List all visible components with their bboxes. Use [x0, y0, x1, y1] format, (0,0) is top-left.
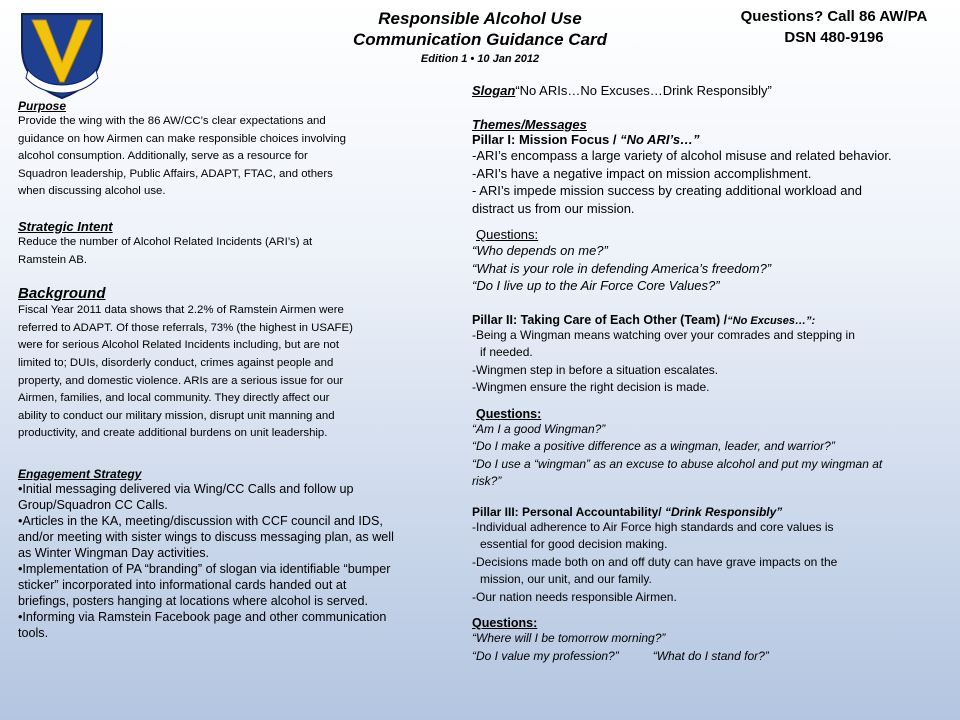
engagement-line: •Informing via Ramstein Facebook page and other communication [18, 609, 387, 624]
pillar-3-heading [472, 505, 954, 519]
pillar-1-question: “What is your role in defending America’s freedom?” [472, 260, 772, 276]
pillar-3-question: “Where will I be tomorrow morning?” [472, 631, 666, 645]
background-line: ability to conduct our military mission, disrupt unit manning and [18, 409, 335, 422]
engagement-line: as Winter Wingman Day activities. [18, 545, 210, 560]
pillar-2 [472, 313, 954, 491]
left-column [18, 99, 428, 641]
title-line-2: Communication Guidance Card [352, 30, 608, 49]
pillar-3-question: “What do I stand for?” [652, 648, 769, 663]
engagement-line: and/or meeting with sister wings to discuss messaging plan, as well [18, 529, 394, 544]
contact-block [716, 6, 952, 48]
title-line-1: Responsible Alcohol Use [378, 9, 582, 28]
engagement-line: Group/Squadron CC Calls. [18, 497, 168, 512]
contact-line-1: Questions? Call 86 AW/PA [740, 8, 928, 25]
engagement-line: sticker” incorporated into informational cards handed out at [18, 577, 347, 592]
slogan-line [472, 83, 954, 99]
pillar-3-question: “Do I value my profession?” [472, 648, 619, 663]
pillar-2-line: -Being a Wingman means watching over your comrades and stepping in [472, 327, 855, 342]
background-body [18, 302, 428, 443]
slogan-text: “No ARIs…No Excuses…Drink Responsibly” [515, 83, 772, 98]
pillar-1-line: -ARI’s have a negative impact on mission accomplishment. [472, 165, 812, 181]
pillar-3-body [472, 519, 954, 607]
pillar-1-heading [472, 132, 954, 147]
slogan-label: Slogan [472, 83, 516, 98]
pillar-1 [472, 132, 954, 295]
engagement-body [18, 481, 428, 641]
card-title-block [300, 8, 660, 65]
pillar-3-line: mission, our unit, and our family. [480, 572, 652, 586]
purpose-section [18, 99, 428, 201]
purpose-heading: Purpose [18, 99, 67, 113]
engagement-heading: Engagement Strategy [18, 466, 142, 481]
edition-date: Edition 1 • 10 Jan 2012 [420, 53, 540, 65]
pillar-2-line: if needed. [480, 345, 533, 359]
background-line: limited to; DUIs, disorderly conduct, crimes against people and [18, 356, 334, 369]
themes-section [472, 117, 954, 665]
pillar-1-questions-heading: Questions: [476, 227, 539, 242]
pillar-1-questions [472, 227, 954, 295]
pillar-2-question: risk?” [472, 474, 502, 488]
purpose-line: guidance on how Airmen can make responsible choices involving [18, 132, 346, 145]
background-heading: Background [18, 285, 106, 303]
pillar-1-question: “Do I live up to the Air Force Core Values?” [472, 278, 720, 293]
themes-heading: Themes/Messages [472, 117, 587, 132]
engagement-line: briefings, posters hanging at locations where alcohol is served. [18, 593, 369, 608]
pillar-2-line: -Wingmen step in before a situation escalates. [472, 362, 719, 377]
pillar-1-line: distract us from our mission. [472, 200, 635, 216]
pillar-2-question: “Do I make a positive difference as a wingman, leader, and warrior?” [472, 439, 835, 453]
pillar-2-body [472, 327, 954, 397]
purpose-line: alcohol consumption. Additionally, serve as a resource for [18, 150, 308, 163]
pillar-1-question: “Who depends on me?” [472, 243, 608, 258]
background-line: productivity, and create additional burdens on unit leadership. [18, 427, 328, 440]
pillar-1-title: Pillar I: Mission Focus / [472, 132, 621, 147]
right-column [472, 83, 954, 665]
pillar-2-question: “Am I a good Wingman?” [472, 421, 606, 436]
strategic-intent-heading: Strategic Intent [18, 218, 113, 234]
background-line: Fiscal Year 2011 data shows that 2.2% of Ramstein Airmen were [18, 304, 344, 317]
pillar-1-line: - ARI’s impede mission success by creating additional workload and [472, 183, 862, 198]
pillar-3 [472, 505, 954, 666]
pillar-2-title: Pillar II: Taking Care of Each Other (Team) / [472, 312, 728, 327]
pillar-2-questions [472, 407, 954, 491]
pillar-3-quote: “Drink Responsibly” [664, 504, 783, 519]
pillar-1-quote: “No ARI’s…” [620, 132, 700, 147]
engagement-section [18, 467, 428, 641]
background-line: were for serious Alcohol Related Incidents including, but are not [18, 339, 340, 352]
engagement-line: tools. [18, 625, 49, 640]
pillar-2-questions-heading: Questions: [476, 406, 542, 421]
contact-line-2: DSN 480-9196 [784, 29, 884, 46]
pillar-3-questions-heading: Questions: [472, 616, 538, 630]
pillar-2-heading [472, 313, 954, 327]
pillar-3-question-row [472, 648, 954, 666]
pillar-3-line: essential for good decision making. [480, 537, 668, 551]
pillar-1-questions-body [472, 242, 954, 295]
strategic-intent-section [18, 219, 428, 269]
engagement-line: •Implementation of PA “branding” of slogan via identifiable “bumper [18, 561, 391, 576]
pillar-3-questions [472, 616, 954, 665]
engagement-line: •Initial messaging delivered via Wing/CC Calls and follow up [18, 481, 354, 496]
purpose-line: Squadron leadership, Public Affairs, ADAPT, FTAC, and others [18, 167, 333, 180]
purpose-body [18, 113, 428, 201]
pillar-1-body [472, 147, 954, 217]
pillar-1-line: -ARI’s encompass a large variety of alcohol misuse and related behavior. [472, 148, 892, 163]
pillar-3-line: -Decisions made both on and off duty can have grave impacts on the [472, 554, 838, 569]
pillar-3-line: -Individual adherence to Air Force high standards and core values is [472, 519, 834, 534]
background-line: property, and domestic violence. ARIs are a serious issue for our [18, 374, 344, 387]
strategic-intent-body [18, 234, 428, 269]
pillar-3-line: -Our nation needs responsible Airmen. [472, 589, 677, 604]
purpose-line: when discussing alcohol use. [18, 185, 166, 198]
pillar-2-quote: “No Excuses…”: [727, 314, 816, 327]
pillar-3-title: Pillar III: Personal Accountability/ [472, 504, 665, 519]
background-line: Airmen, families, and local community. They directly affect our [18, 392, 330, 405]
wing-emblem-logo [14, 8, 110, 100]
pillar-2-question: “Do I use a “wingman” as an excuse to abuse alcohol and put my wingman at [472, 456, 883, 471]
background-section [18, 285, 428, 443]
background-line: referred to ADAPT. Of those referrals, 73% (the highest in USAFE) [18, 321, 353, 334]
strategic-intent-line: Ramstein AB. [18, 253, 88, 266]
purpose-line: Provide the wing with the 86 AW/CC’s clear expectations and [18, 115, 326, 127]
pillar-2-line: -Wingmen ensure the right decision is made. [472, 380, 710, 394]
pillar-3-questions-body [472, 630, 954, 665]
engagement-line: •Articles in the KA, meeting/discussion with CCF council and IDS, [18, 513, 383, 528]
strategic-intent-line: Reduce the number of Alcohol Related Incidents (ARI’s) at [18, 235, 313, 248]
pillar-2-questions-body [472, 421, 954, 491]
